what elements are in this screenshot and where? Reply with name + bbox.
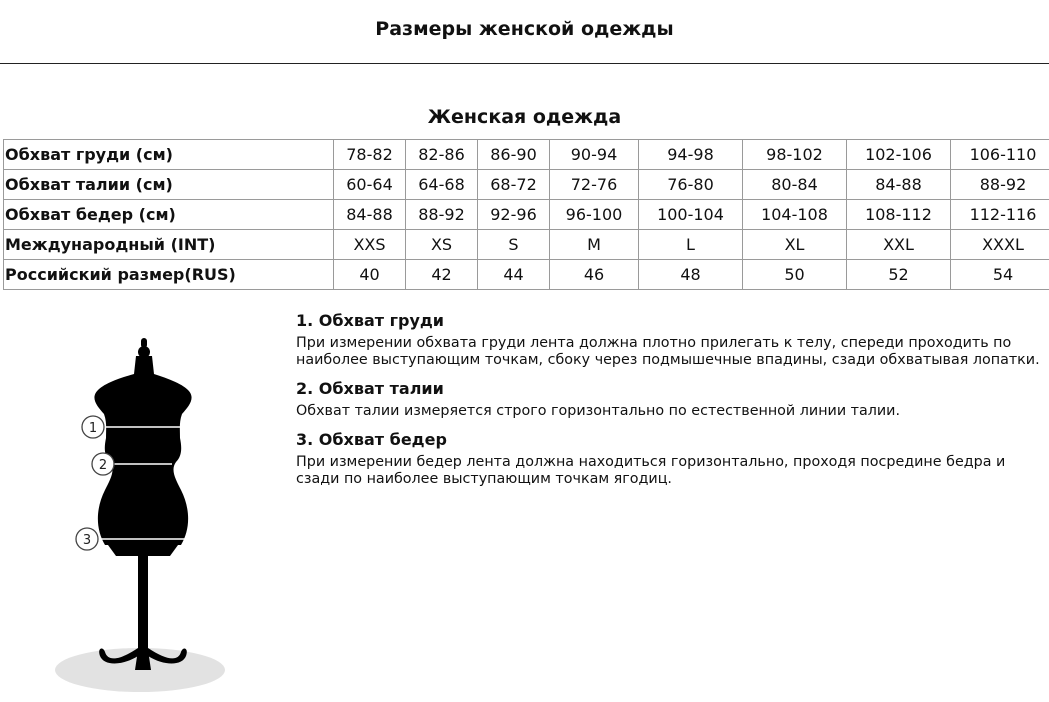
table-cell: 46 — [550, 260, 639, 290]
table-cell: 50 — [743, 260, 847, 290]
table-body — [4, 140, 1049, 290]
table-row — [4, 260, 1049, 290]
note-waist — [296, 379, 1046, 420]
table-cell: 80-84 — [743, 170, 847, 200]
note-bust — [296, 311, 1046, 369]
table-cell: XXL — [847, 230, 951, 260]
table-cell: 88-92 — [951, 170, 1049, 200]
table-cell: 104-108 — [743, 200, 847, 230]
marker-bust: 1 — [88, 421, 98, 436]
table-cell: XL — [743, 230, 847, 260]
mannequin-illustration — [50, 330, 250, 700]
note-title: 1. Обхват груди — [296, 311, 445, 330]
table-cell: 52 — [847, 260, 951, 290]
table-cell: M — [550, 230, 639, 260]
row-label: Международный (INT) — [4, 230, 334, 260]
measurement-notes — [296, 311, 1046, 498]
table-row — [4, 230, 1049, 260]
table-cell: XXXL — [951, 230, 1049, 260]
table-cell: 106-110 — [951, 140, 1049, 170]
table-cell: 86-90 — [478, 140, 550, 170]
note-text: Обхват талии измеряется строго горизонтально по естественной линии талии. — [296, 403, 901, 419]
table-cell: 96-100 — [550, 200, 639, 230]
table-cell: 84-88 — [334, 200, 406, 230]
table-cell: 48 — [639, 260, 743, 290]
table-cell: 42 — [406, 260, 478, 290]
table-cell: 84-88 — [847, 170, 951, 200]
table-cell: 76-80 — [639, 170, 743, 200]
table-cell: L — [639, 230, 743, 260]
row-label: Российский размер(RUS) — [4, 260, 334, 290]
row-label: Обхват талии (см) — [4, 170, 334, 200]
table-row — [4, 170, 1049, 200]
table-cell: 78-82 — [334, 140, 406, 170]
table-cell: 72-76 — [550, 170, 639, 200]
row-label: Обхват бедер (см) — [4, 200, 334, 230]
table-cell: 112-116 — [951, 200, 1049, 230]
table-cell: 82-86 — [406, 140, 478, 170]
table-cell: 100-104 — [639, 200, 743, 230]
mannequin-figure — [50, 330, 250, 700]
note-title: 3. Обхват бедер — [296, 430, 447, 449]
mannequin-pole — [138, 556, 148, 651]
table-row — [4, 140, 1049, 170]
table-cell: 94-98 — [639, 140, 743, 170]
table-row — [4, 200, 1049, 230]
marker-waist: 2 — [98, 458, 108, 473]
table-cell: 102-106 — [847, 140, 951, 170]
section-title: Женская одежда — [427, 106, 622, 128]
table-cell: 92-96 — [478, 200, 550, 230]
table-cell: 98-102 — [743, 140, 847, 170]
row-label: Обхват груди (см) — [4, 140, 334, 170]
page-header — [0, 0, 1049, 64]
table-cell: 88-92 — [406, 200, 478, 230]
table-cell: 44 — [478, 260, 550, 290]
table-cell: 40 — [334, 260, 406, 290]
table-cell: XS — [406, 230, 478, 260]
note-title: 2. Обхват талии — [296, 379, 444, 398]
size-table — [3, 139, 1049, 290]
table-cell: 90-94 — [550, 140, 639, 170]
table-cell: S — [478, 230, 550, 260]
marker-hips: 3 — [82, 533, 92, 548]
page-title: Размеры женской одежды — [375, 18, 674, 40]
table-cell: 60-64 — [334, 170, 406, 200]
table-cell: 64-68 — [406, 170, 478, 200]
table-cell: 68-72 — [478, 170, 550, 200]
table-cell: 108-112 — [847, 200, 951, 230]
table-cell: 54 — [951, 260, 1049, 290]
table-cell: XXS — [334, 230, 406, 260]
note-hips — [296, 430, 1046, 488]
note-text: При измерении бедер лента должна находиться горизонтально, проходя посредине бедра и сзади по наиболее выступающим точкам ягодиц. — [296, 454, 1006, 487]
note-text: При измерении обхвата груди лента должна плотно прилегать к телу, спереди проходить по наиболее выступающим точкам, сбоку через подмышечные впадины, сзади обхватывая лопатки. — [296, 335, 1040, 368]
